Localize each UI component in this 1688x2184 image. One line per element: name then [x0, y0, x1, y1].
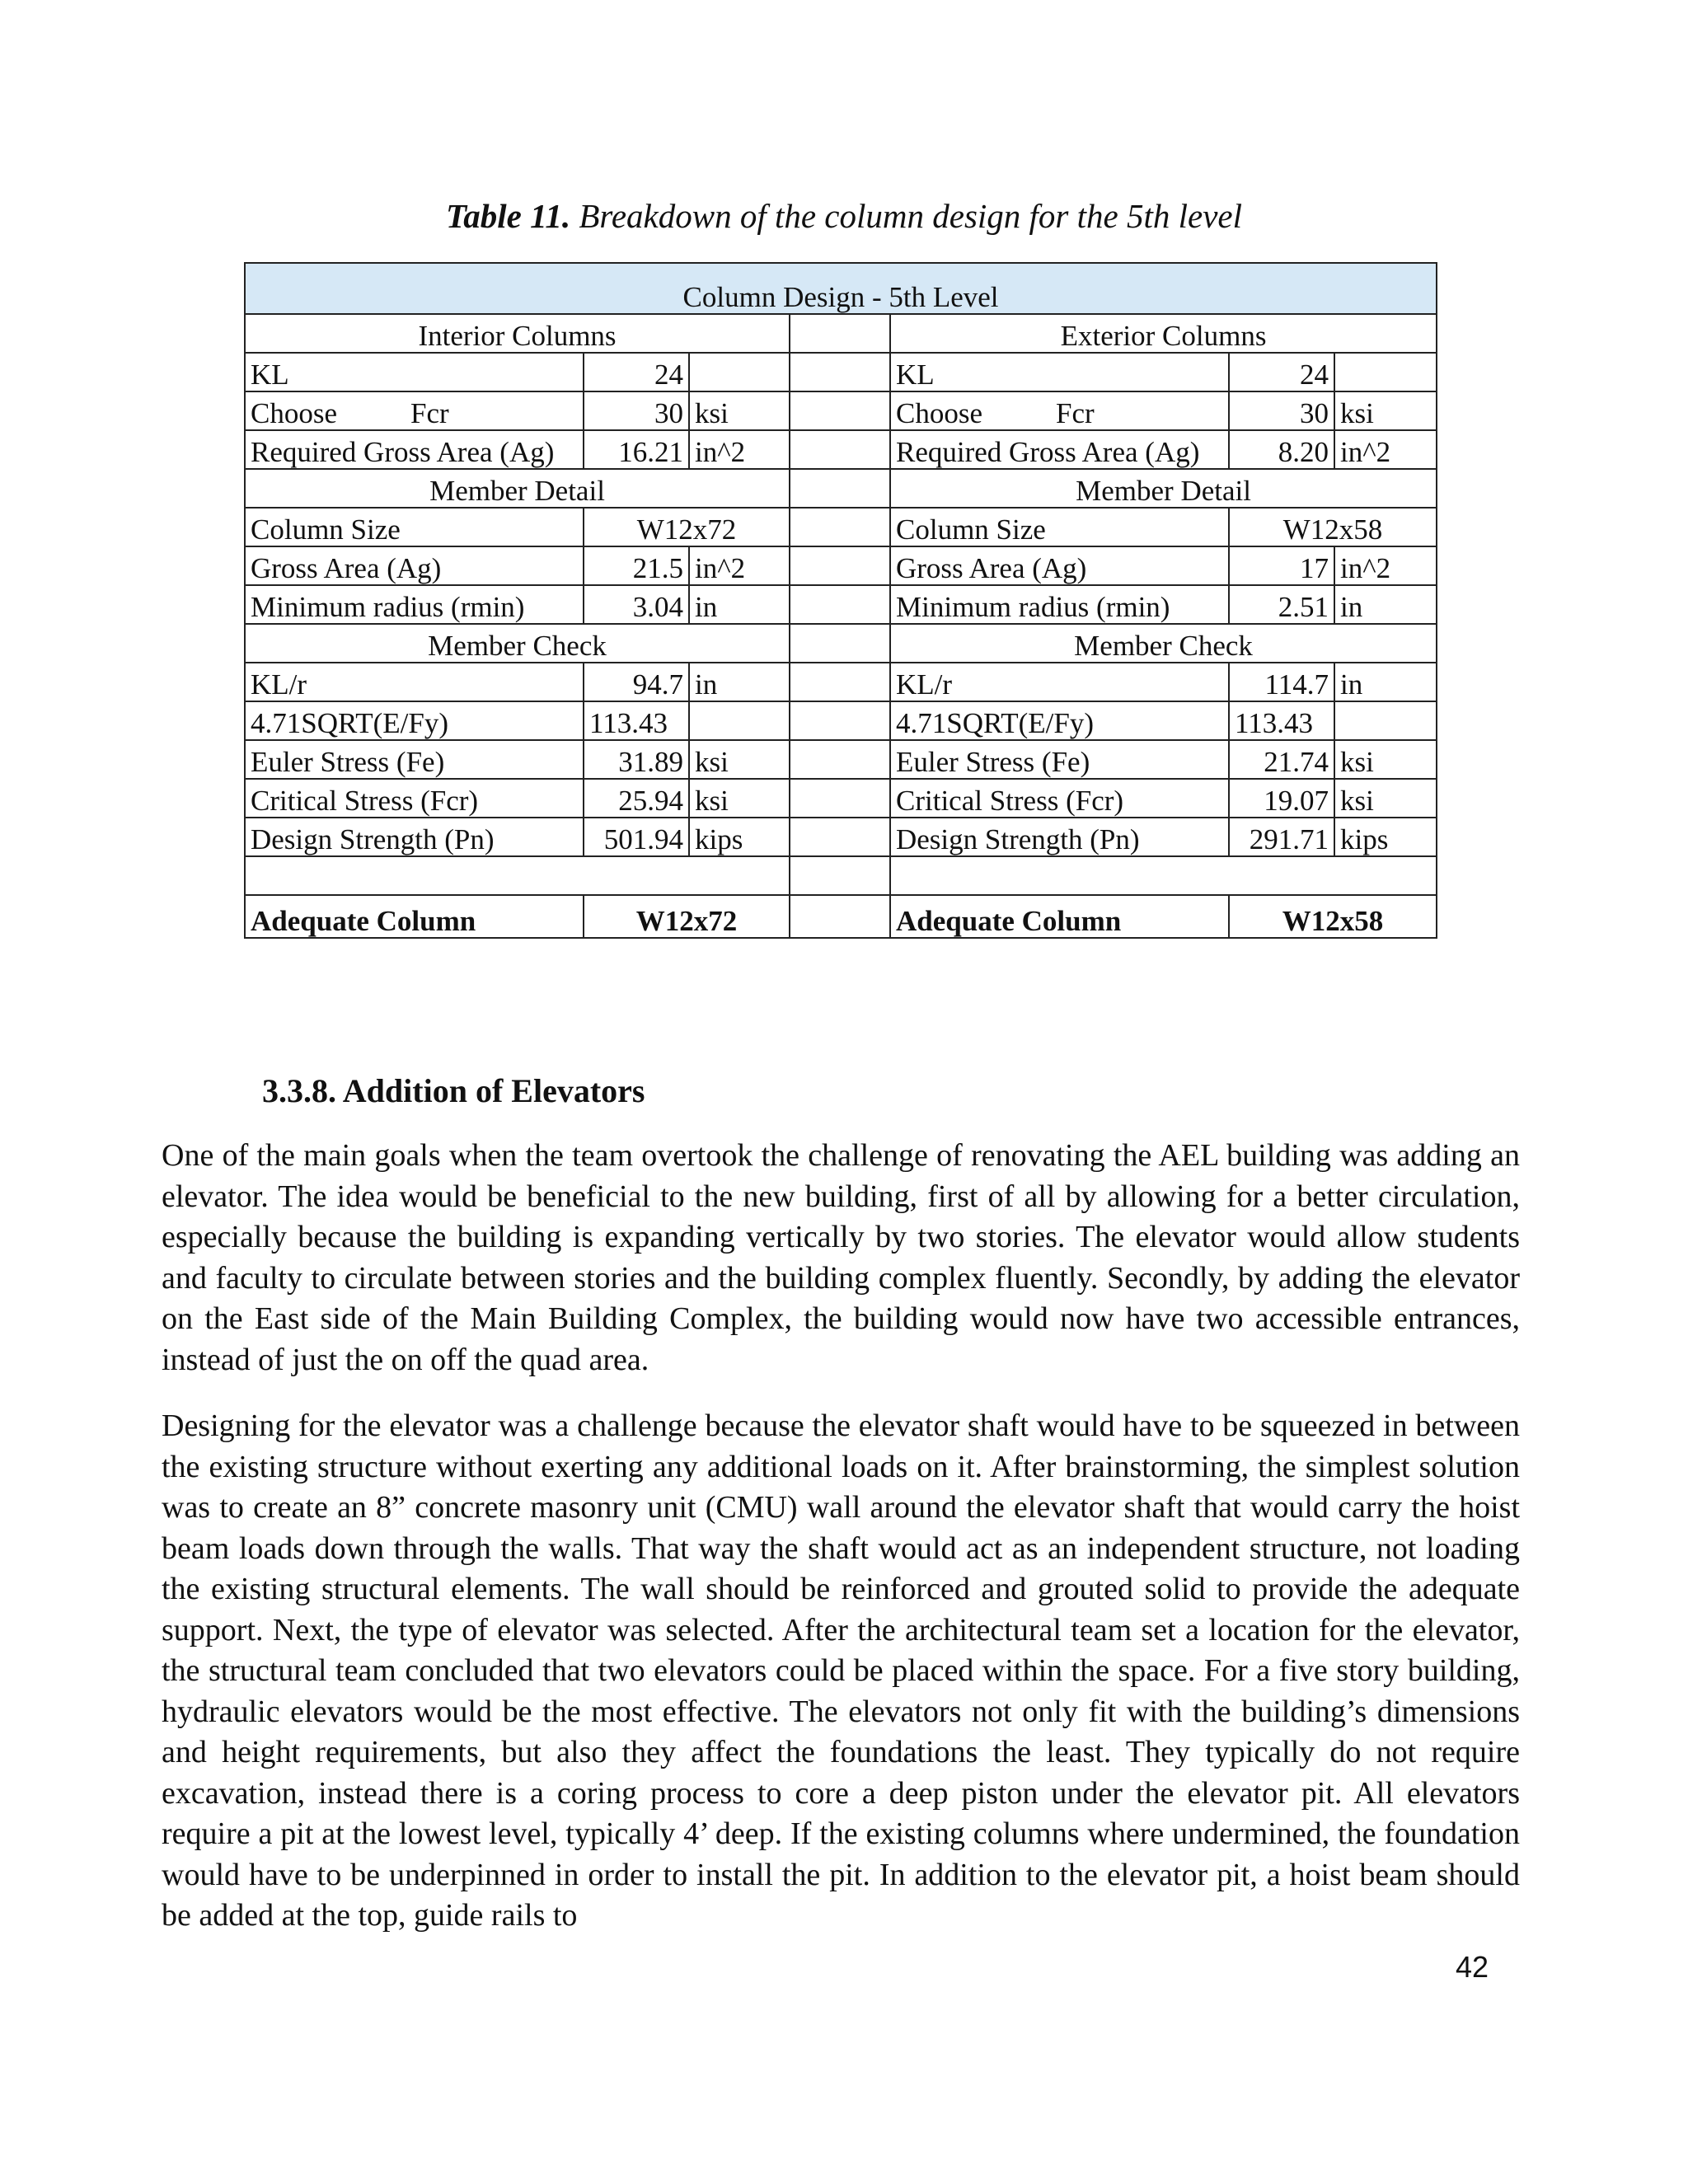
table-cell: [890, 391, 1229, 430]
table-cell: 25.94: [584, 779, 689, 818]
table-cell: ksi: [1334, 779, 1437, 818]
table-cell: KL/r: [890, 663, 1229, 701]
table-cell: KL/r: [245, 663, 584, 701]
subheader-cell: Member Detail: [245, 469, 790, 508]
table-caption: [0, 196, 1688, 236]
fcr-label: Fcr: [1056, 396, 1095, 429]
table-cell: [245, 391, 584, 430]
column-design-table: [244, 262, 1437, 939]
table-cell: 30: [584, 391, 689, 430]
table-cell: Design Strength (Pn): [245, 818, 584, 856]
subheader-cell: Member Detail: [890, 469, 1437, 508]
choose-label: Choose: [896, 396, 982, 429]
table-cell: 113.43: [1229, 701, 1334, 740]
table-cell: 24: [1229, 353, 1334, 391]
table-row: [245, 391, 1437, 430]
table-row: [245, 701, 1437, 740]
table-cell: 31.89: [584, 740, 689, 779]
table-cell: in: [1334, 585, 1437, 624]
table-cell: Gross Area (Ag): [245, 546, 584, 585]
table-row: [245, 546, 1437, 585]
table-cell: KL: [890, 353, 1229, 391]
exterior-header: Exterior Columns: [890, 314, 1437, 353]
table-cell: kips: [1334, 818, 1437, 856]
table-cell: 24: [584, 353, 689, 391]
table-row: [245, 585, 1437, 624]
table-row: [245, 314, 1437, 353]
table-cell: [1334, 701, 1437, 740]
table-cell: 4.71SQRT(E/Fy): [245, 701, 584, 740]
table-row: [245, 508, 1437, 546]
section-heading: 3.3.8. Addition of Elevators: [262, 1072, 645, 1109]
table-cell: 114.7: [1229, 663, 1334, 701]
table-cell: in^2: [1334, 430, 1437, 469]
spacer-cell: [790, 353, 890, 391]
caption-label: Table 11.: [445, 197, 571, 235]
spacer-cell: [790, 895, 890, 938]
table-row: [245, 624, 1437, 663]
table-cell: in: [689, 663, 790, 701]
table-cell: ksi: [689, 779, 790, 818]
table-cell: W12x72: [584, 895, 790, 938]
spacer-cell: [790, 624, 890, 663]
table-cell: 2.51: [1229, 585, 1334, 624]
table-cell: Required Gross Area (Ag): [890, 430, 1229, 469]
spacer-cell: [790, 508, 890, 546]
table-cell: 30: [1229, 391, 1334, 430]
table-cell: 113.43: [584, 701, 689, 740]
table-cell: in: [689, 585, 790, 624]
table-cell: Minimum radius (rmin): [890, 585, 1229, 624]
paragraph: Designing for the elevator was a challenge because the elevator shaft would have to be squeezed in between the existing structure without exerting any additional loads on it. After brainstorming, the simplest solution was to create an 8” concrete masonry unit (CMU) wall around the elevator shaft that would carry the hoist beam loads down through the walls. That way the shaft would act as an independent structure, not loading the existing structural elements. The wall should be reinforced and grouted solid to provide the adequate support. Next, the type of elevator was selected. After the architectural team set a location for the elevator, the structural team concluded that two elevators could be placed within the space. For a five story building, hydraulic elevators would be the most effective. The elevators not only fit with the building’s dimensions and height requirements, but also they affect the foundations the least. They typically do not require excavation, instead there is a coring process to core a deep piston under the elevator pit. All elevators require a pit at the lowest level, typically 4’ deep. If the existing columns where undermined, the foundation would have to be underpinned in order to install the pit. In addition to the elevator pit, a hoist beam should be added at the top, guide rails to: [162, 1408, 1520, 1933]
table-cell: Critical Stress (Fcr): [890, 779, 1229, 818]
table-cell: Required Gross Area (Ag): [245, 430, 584, 469]
table-cell: 21.74: [1229, 740, 1334, 779]
paragraph: One of the main goals when the team overtook the challenge of renovating the AEL building was adding an elevator. The idea would be beneficial to the new building, first of all by allowing for a better circulation, especially because the building is expanding vertically by two stories. The elevator would allow students and faculty to circulate between stories and the building complex fluently. Secondly, by adding the elevator on the East side of the Main Building Complex, the building would now have two accessible entrances, instead of just the on off the quad area.: [162, 1138, 1520, 1377]
subheader-cell: Member Check: [890, 624, 1437, 663]
table-cell: in^2: [1334, 546, 1437, 585]
spacer-cell: [790, 740, 890, 779]
spacer-cell: [790, 818, 890, 856]
table-cell: [689, 353, 790, 391]
table-row: [245, 663, 1437, 701]
choose-label: Choose: [251, 396, 337, 429]
table-row: [245, 740, 1437, 779]
spacer-cell: [790, 663, 890, 701]
table-cell: in^2: [689, 430, 790, 469]
table-cell: 94.7: [584, 663, 689, 701]
table-cell: 501.94: [584, 818, 689, 856]
table-cell: [890, 856, 1437, 895]
table-cell: in: [1334, 663, 1437, 701]
interior-header: Interior Columns: [245, 314, 790, 353]
table-cell: Column Size: [245, 508, 584, 546]
table-cell: Euler Stress (Fe): [890, 740, 1229, 779]
caption-text: Breakdown of the column design for the 5th level: [570, 197, 1242, 235]
table-cell: 3.04: [584, 585, 689, 624]
spacer-cell: [790, 701, 890, 740]
table-cell: 291.71: [1229, 818, 1334, 856]
table-cell: W12x58: [1229, 508, 1437, 546]
table-cell: 16.21: [584, 430, 689, 469]
table-cell: ksi: [1334, 740, 1437, 779]
table-cell: [689, 701, 790, 740]
spacer-cell: [790, 314, 890, 353]
table-cell: W12x58: [1229, 895, 1437, 938]
spacer-cell: [790, 585, 890, 624]
table-row: [245, 353, 1437, 391]
table-cell: [1334, 353, 1437, 391]
spacer-cell: [790, 391, 890, 430]
table-cell: 17: [1229, 546, 1334, 585]
subheader-cell: Member Check: [245, 624, 790, 663]
table-row: [245, 818, 1437, 856]
table-cell: Adequate Column: [245, 895, 584, 938]
table-row: [245, 779, 1437, 818]
blank-row: [245, 856, 1437, 895]
table-cell: Column Size: [890, 508, 1229, 546]
table-cell: Design Strength (Pn): [890, 818, 1229, 856]
table-cell: ksi: [689, 391, 790, 430]
table-cell: W12x72: [584, 508, 790, 546]
table-row: [245, 430, 1437, 469]
table-cell: Adequate Column: [890, 895, 1229, 938]
table-cell: Gross Area (Ag): [890, 546, 1229, 585]
table-cell: 21.5: [584, 546, 689, 585]
table-cell: Critical Stress (Fcr): [245, 779, 584, 818]
spacer-cell: [790, 469, 890, 508]
page-number: 42: [1456, 1950, 1489, 1984]
table-cell: 19.07: [1229, 779, 1334, 818]
table-cell: kips: [689, 818, 790, 856]
table-cell: [245, 856, 790, 895]
spacer-cell: [790, 856, 890, 895]
table-cell: ksi: [1334, 391, 1437, 430]
fcr-label: Fcr: [410, 396, 449, 429]
spacer-cell: [790, 430, 890, 469]
table-title-row: [245, 263, 1437, 314]
table-cell: ksi: [689, 740, 790, 779]
adequate-row: [245, 895, 1437, 938]
table-cell: KL: [245, 353, 584, 391]
spacer-cell: [790, 546, 890, 585]
table-cell: Euler Stress (Fe): [245, 740, 584, 779]
table-title: Column Design - 5th Level: [245, 263, 1437, 314]
table-cell: Minimum radius (rmin): [245, 585, 584, 624]
table-row: [245, 469, 1437, 508]
table-cell: 4.71SQRT(E/Fy): [890, 701, 1229, 740]
table-cell: in^2: [689, 546, 790, 585]
table-cell: 8.20: [1229, 430, 1334, 469]
spacer-cell: [790, 779, 890, 818]
